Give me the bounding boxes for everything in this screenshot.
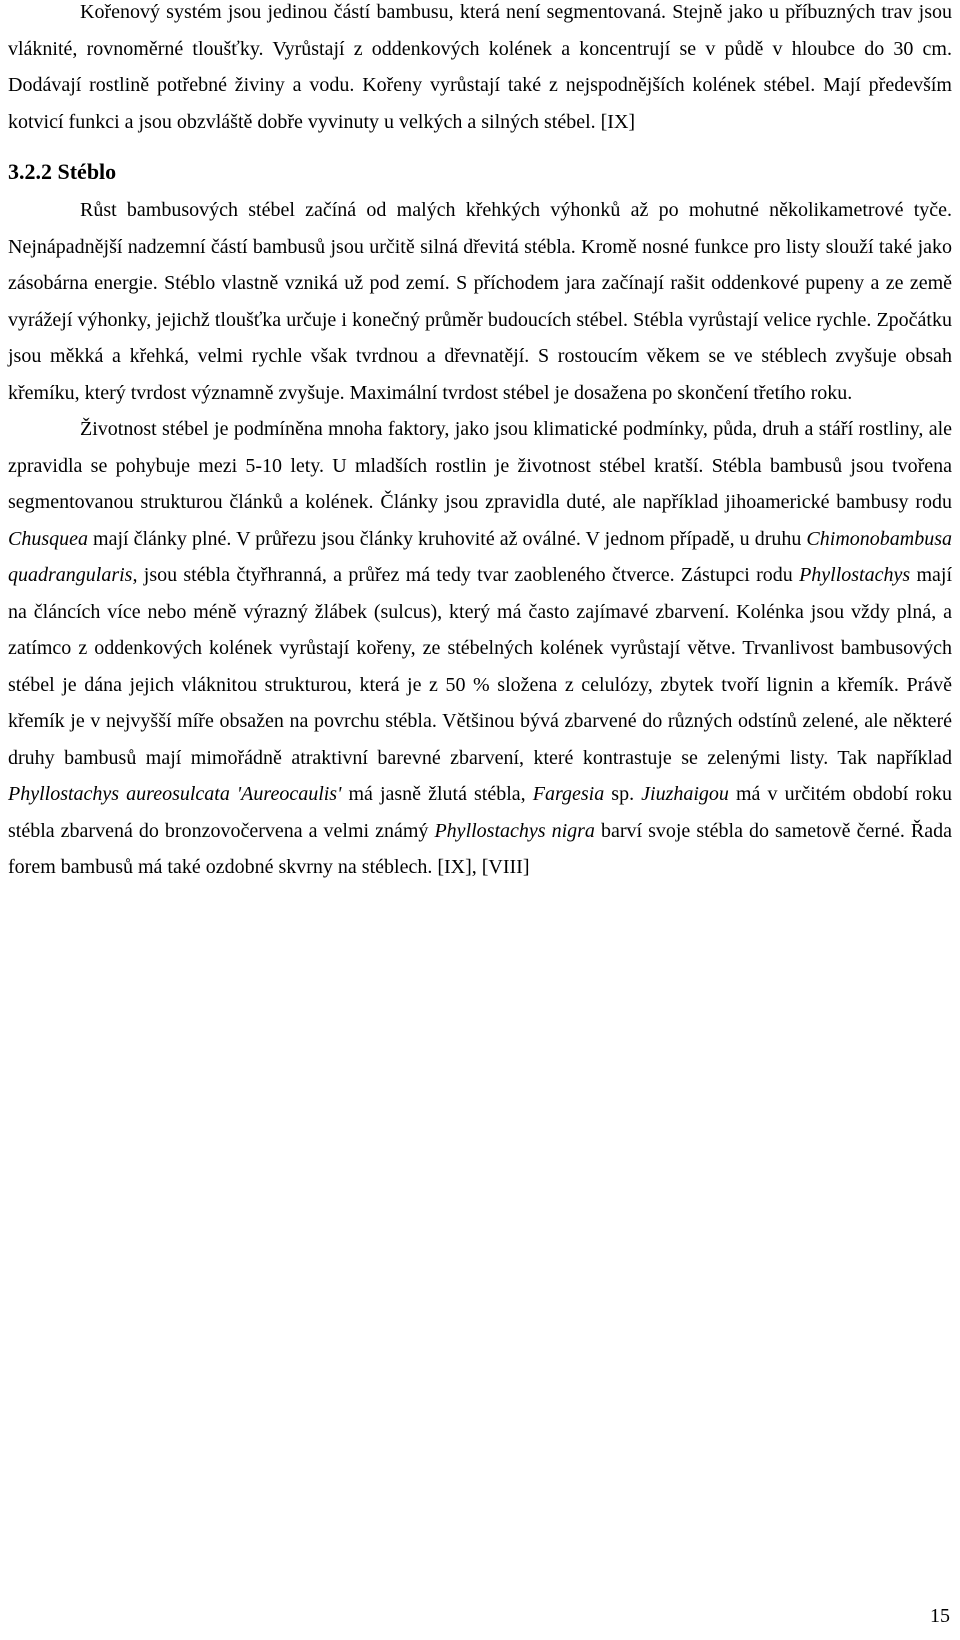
paragraph-stem-growth: Růst bambusových stébel začíná od malých křehkých výhonků až po mohutné několikametrové tyče. Nejnápadnější nadzemní částí bambusů jsou určitě silná dřevitá stébla. Kromě nosné funkce pro listy slouží také jako zásobárna energie. Stéblo vlastně vzniká už pod zemí. S příchodem jara začínají rašit oddenkové pupeny a ze země vyrážejí výhonky, jejichž tloušťka určuje i konečný průměr budoucích stébel. Stébla vyrůstají velice rychle. Zpočátku jsou měkká a křehká, velmi rychle však tvrdnou a dřevnatějí. S rostoucím věkem se ve stéblech zvyšuje obsah křemíku, který tvrdost významně zvyšuje. Maximální tvrdost stébel je dosažena po skončení třetího roku. xyxy=(8,199,952,404)
text-run: Životnost stébel je podmíněna mnoha faktory, jako jsou klimatické podmínky, půda, druh a stáří rostliny, ale zpravidla se pohybuje mezi 5-10 lety. U mladších rostlin je životnost stébel kratší. Stébla bambusů jsou tvořena segmentovanou strukturou článků a kolének. Články jsou zpravidla duté, ale například jihoamerické bambusy rodu xyxy=(8,418,952,513)
document-page xyxy=(8,0,952,886)
species-name: Chimonobambusa quadrangularis, xyxy=(8,527,952,586)
species-name: Chusquea xyxy=(8,527,88,550)
species-name: Jiuzhaigou xyxy=(641,783,729,805)
text-run: má jasně žlutá stébla, xyxy=(341,783,533,805)
text-run: sp. xyxy=(604,783,642,805)
text-run: má v určitém období roku stébla zbarvená do bronzovočervena a velmi známý xyxy=(8,783,952,842)
species-name: Phyllostachys nigra xyxy=(434,819,595,842)
section-heading: 3.2.2 Stéblo xyxy=(8,159,117,184)
page-number: 15 xyxy=(930,1605,950,1627)
text-run: jsou stébla čtyřhranná, a průřez má tedy tvar zaobleného čtverce. Zástupci rodu xyxy=(137,564,800,586)
species-name: Phyllostachys xyxy=(799,564,911,586)
paragraph-stem-lifespan xyxy=(8,411,952,886)
species-name: Phyllostachys aureosulcata 'Aureocaulis' xyxy=(8,783,342,805)
text-run: barví svoje stébla do sametově černé. Řada forem bambusů má také ozdobné skvrny na stéblech. [IX], [VIII] xyxy=(8,819,952,878)
paragraph-root-system: Kořenový systém jsou jedinou částí bambusu, která není segmentovaná. Stejně jako u příbuzných trav jsou vláknité, rovnoměrné tloušťky. Vyrůstají z oddenkových kolének a koncentrují se v půdě v hloubce do 30 cm. Dodávají rostlině potřebné živiny a vodu. Kořeny vyrůstají také z nejspodnějších kolének stébel. Mají především kotvicí funkci a jsou obzvláště dobře vyvinuty u velkých a silných stébel. [IX] xyxy=(8,1,952,133)
text-run: mají články plné. V průřezu jsou články kruhovité až oválné. V jednom případě, u druhu xyxy=(88,527,807,550)
species-name: Fargesia xyxy=(532,783,605,805)
text-run: mají na článcích více nebo méně výrazný žlábek (sulcus), který má často zajímavé zbarvení. Kolénka jsou vždy plná, a zatímco z oddenkových kolének vyrůstají kořeny, ze stébelných kolének vyrůstají větve. Trvanlivost bambusových stébel je dána jejich vláknitou strukturou, která je z 50 % složena z celulózy, zbytek tvoří lignin a křemík. Právě křemík je v nejvyšší míře obsažen na povrchu stébla. Většinou bývá zbarvené do různých odstínů zelené, ale některé druhy bambusů mají mimořádně atraktivní barevné zbarvení, které kontrastuje se zelenými listy. Tak například xyxy=(8,564,952,769)
